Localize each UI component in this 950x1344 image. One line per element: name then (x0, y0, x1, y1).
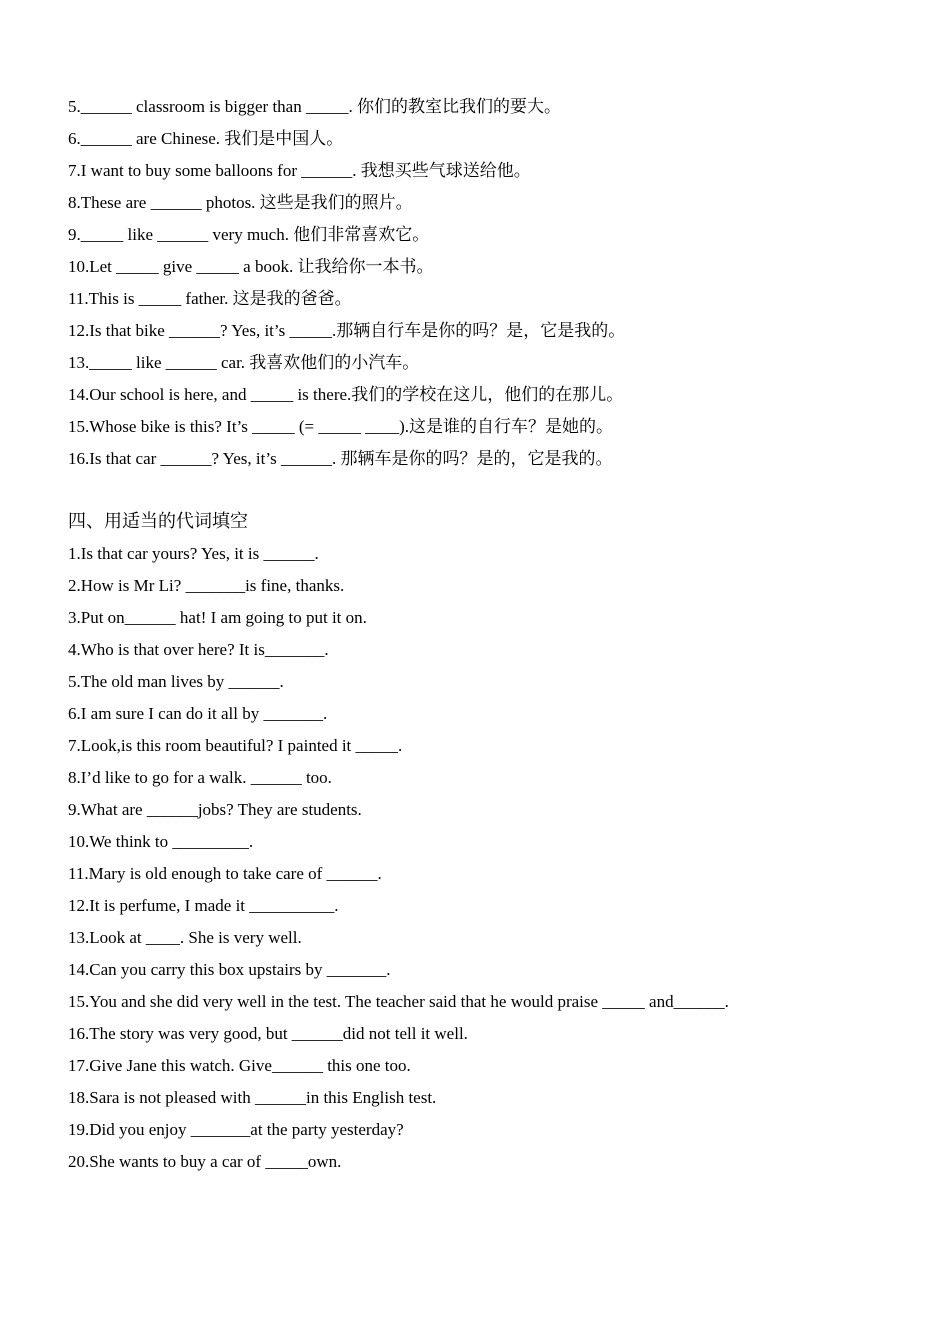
exercise-line-4-1: 1.Is that car yours? Yes, it is ______. (68, 544, 319, 563)
exercise-line-4-8: 8.I’d like to go for a walk. ______ too. (68, 768, 332, 787)
exercise-line-3-16: 16.Is that car ______? Yes, it’s ______. 那辆车是你的吗？是的，它是我的。 (68, 449, 613, 468)
exercise-line-4-2: 2.How is Mr Li? _______is fine, thanks. (68, 576, 345, 595)
exercise-line-3-7: 7.I want to buy some balloons for ______. 我想买些气球送给他。 (68, 161, 531, 180)
exercise-line-3-6: 6.______ are Chinese. 我们是中国人。 (68, 129, 344, 148)
section-4-heading: 四、用适当的代词填空 (68, 511, 248, 532)
exercise-line-4-9: 9.What are ______jobs? They are students. (68, 800, 362, 819)
section-4-exercise-list (68, 506, 928, 1178)
exercise-line-4-19: 19.Did you enjoy _______at the party yesterday? (68, 1120, 404, 1139)
exercise-line-3-10: 10.Let _____ give _____ a book. 让我给你一本书。 (68, 257, 434, 276)
exercise-line-4-6: 6.I am sure I can do it all by _______. (68, 704, 328, 723)
exercise-line-3-11: 11.This is _____ father. 这是我的爸爸。 (68, 289, 352, 308)
exercise-line-3-15: 15.Whose bike is this? It’s _____ (= _____ ____).这是谁的自行车？是她的。 (68, 417, 614, 436)
exercise-line-4-4: 4.Who is that over here? It is_______. (68, 640, 329, 659)
exercise-line-3-9: 9._____ like ______ very much. 他们非常喜欢它。 (68, 225, 430, 244)
exercise-line-4-12: 12.It is perfume, I made it __________. (68, 896, 339, 915)
exercise-line-4-14: 14.Can you carry this box upstairs by _______. (68, 960, 391, 979)
section-3-exercise-list (68, 91, 928, 475)
exercise-line-4-5: 5.The old man lives by ______. (68, 672, 284, 691)
exercise-line-4-10: 10.We think to _________. (68, 832, 254, 851)
exercise-line-3-8: 8.These are ______ photos. 这些是我们的照片。 (68, 193, 413, 212)
exercise-line-3-12: 12.Is that bike ______? Yes, it’s _____.那辆自行车是你的吗？是，它是我的。 (68, 321, 626, 340)
exercise-line-4-18: 18.Sara is not pleased with ______in this English test. (68, 1088, 437, 1107)
exercise-line-4-17: 17.Give Jane this watch. Give______ this one too. (68, 1056, 411, 1075)
exercise-line-4-3: 3.Put on______ hat! I am going to put it on. (68, 608, 367, 627)
exercise-line-4-7: 7.Look,is this room beautiful? I painted it _____. (68, 736, 403, 755)
exercise-line-4-16: 16.The story was very good, but ______did not tell it well. (68, 1024, 468, 1043)
exercise-line-4-13: 13.Look at ____. She is very well. (68, 928, 302, 947)
exercise-line-4-15: 15.You and she did very well in the test. The teacher said that he would praise _____ and______. (68, 992, 729, 1011)
exercise-line-3-5: 5.______ classroom is bigger than _____. 你们的教室比我们的要大。 (68, 97, 561, 116)
exercise-line-3-14: 14.Our school is here, and _____ is there.我们的学校在这儿，他们的在那儿。 (68, 385, 624, 404)
exercise-line-3-13: 13._____ like ______ car. 我喜欢他们的小汽车。 (68, 353, 420, 372)
exercise-line-4-20: 20.She wants to buy a car of _____own. (68, 1152, 342, 1171)
exercise-line-4-11: 11.Mary is old enough to take care of ______. (68, 864, 382, 883)
